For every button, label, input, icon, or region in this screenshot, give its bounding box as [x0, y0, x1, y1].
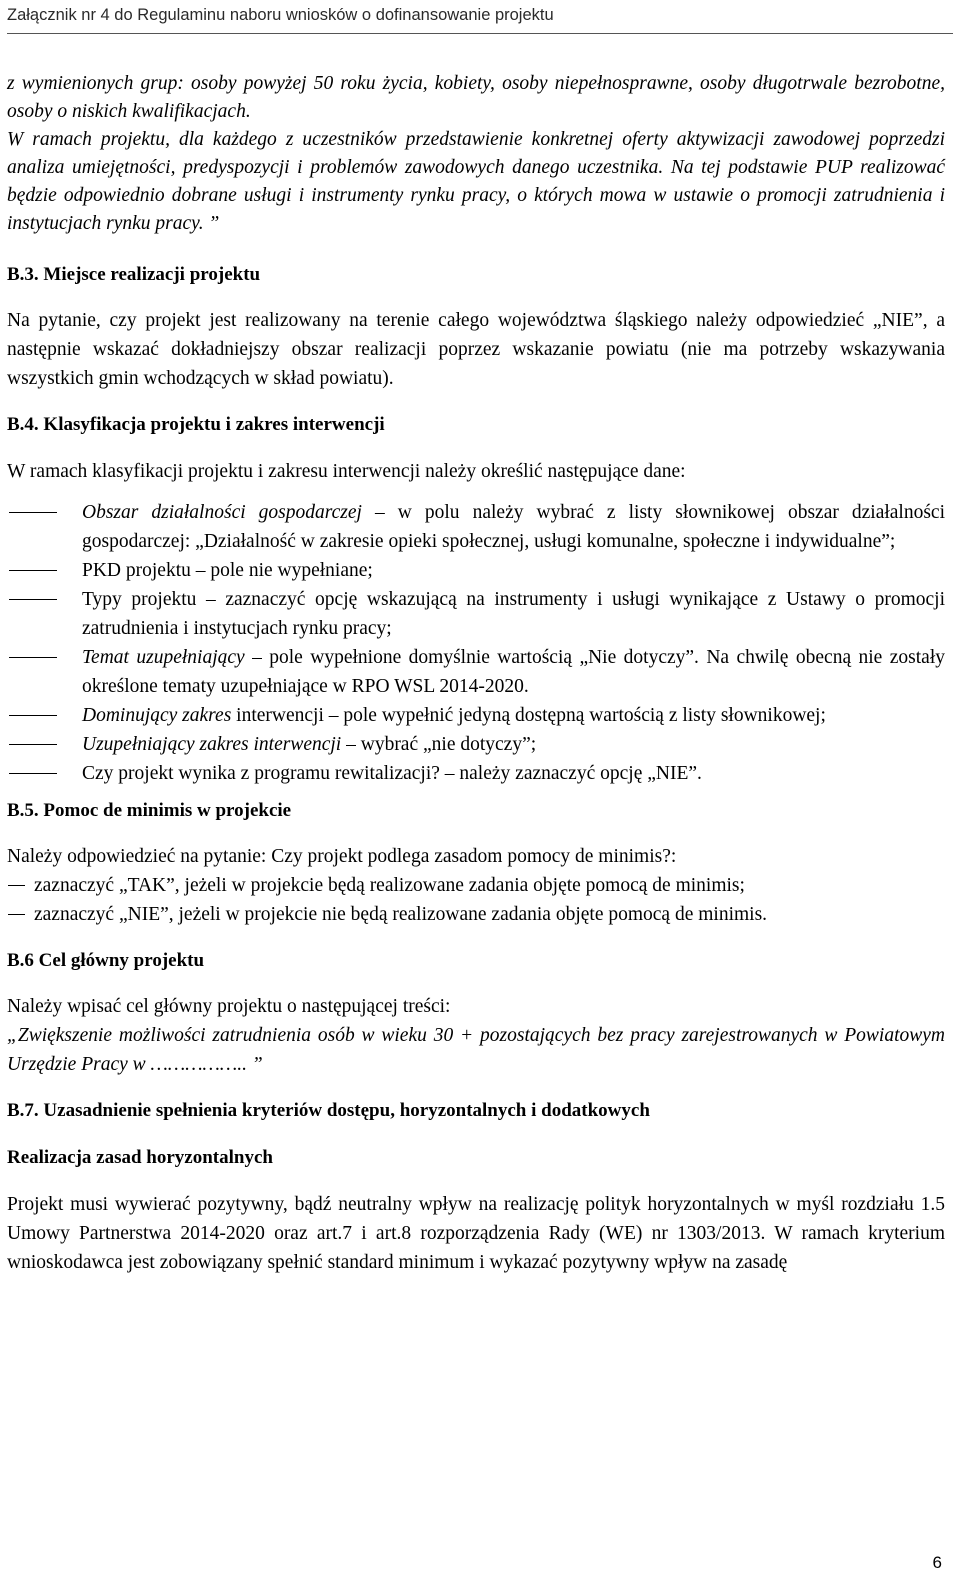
section-b7-heading: B.7. Uzasadnienie spełnienia kryteriów dostępu, horyzontalnych i dodatkowych — [7, 1100, 650, 1121]
list-item: zaznaczyć „NIE”, jeżeli w projekcie nie będą realizowane zadania objęte pomocą de minimis. — [7, 900, 945, 929]
section-b7-subheading: Realizacja zasad horyzontalnych — [7, 1147, 273, 1168]
list-item: Typy projektu – zaznaczyć opcję wskazującą na instrumenty i usługi wynikające z Ustawy o promocji zatrudnienia i instytucjach rynku pracy; — [7, 585, 945, 643]
document-body — [7, 70, 945, 1277]
section-b4-list — [7, 498, 945, 788]
list-item: Czy projekt wynika z programu rewitalizacji? – należy zaznaczyć opcję „NIE”. — [7, 759, 945, 788]
list-item: Dominujący zakres interwencji – pole wypełnić jedyną dostępną wartością z listy słownikowej; — [7, 701, 945, 730]
section-b6-heading: B.6 Cel główny projektu — [7, 950, 205, 971]
section-b6-intro: Należy wpisać cel główny projektu o następującej treści: — [7, 996, 451, 1017]
list-item: PKD projektu – pole nie wypełniane; — [7, 556, 945, 585]
list-item: Uzupełniający zakres interwencji – wybrać „nie dotyczy”; — [7, 730, 945, 759]
section-b3-heading: B.3. Miejsce realizacji projektu — [7, 264, 261, 285]
page-number: 6 — [932, 1553, 942, 1572]
section-b6-goal: „Zwiększenie możliwości zatrudnienia osób w wieku 30 + pozostających bez pracy zarejestrowanych w Powiatowym Urzędzie Pracy w …………….. ” — [7, 1025, 945, 1075]
list-item: zaznaczyć „TAK”, jeżeli w projekcie będą realizowane zadania objęte pomocą de minimis; — [7, 871, 945, 900]
section-b5-question: Należy odpowiedzieć na pytanie: Czy projekt podlega zasadom pomocy de minimis?: — [7, 846, 677, 867]
section-b4-heading: B.4. Klasyfikacja projektu i zakres interwencji — [7, 414, 385, 435]
list-item: Temat uzupełniający – pole wypełnione domyślnie wartością „Nie dotyczy”. Na chwilę obecną nie zostały określone tematy uzupełniające w RPO WSL 2014-2020. — [7, 643, 945, 701]
list-item: Obszar działalności gospodarczej – w polu należy wybrać z listy słownikowej obszar działalności gospodarczej: „Działalność w zakresie opieki społecznej, usługi komunalne, społeczne i indywidualne”; — [7, 498, 945, 556]
section-b3-text: Na pytanie, czy projekt jest realizowany na terenie całego województwa śląskiego należy odpowiedzieć „NIE”, a następnie wskazać dokładniejszy obszar realizacji poprzez wskazanie powiatu (nie ma potrzeby wskazywania wszystkich gmin wchodzących w skład powiatu). — [7, 310, 945, 389]
section-b5-heading: B.5. Pomoc de minimis w projekcie — [7, 800, 292, 821]
intro-paragraph-2: W ramach projektu, dla każdego z uczestników przedstawienie konkretnej oferty aktywizacji zawodowej poprzedzi analiza umiejętności, predyspozycji i problemów zawodowych danego uczestnika. Na tej podstawie PUP realizować będzie odpowiednio dobrane usługi i instrumenty rynku pracy, o których mowa w ustawie o promocji zatrudnienia i instytucjach rynku pracy. ” — [7, 129, 945, 234]
section-b5-list — [7, 871, 945, 929]
header-divider — [7, 33, 953, 34]
section-b7-text: Projekt musi wywierać pozytywny, bądź neutralny wpływ na realizację polityk horyzontalnych w myśl rozdziału 1.5 Umowy Partnerstwa 2014-2020 oraz art.7 i art.8 rozporządzenia Rady (WE) nr 1303/2013. W ramach kryterium wnioskodawca jest zobowiązany spełnić standard minimum i wykazać pozytywny wpływ na zasadę — [7, 1194, 945, 1273]
intro-paragraph-1: z wymienionych grup: osoby powyżej 50 roku życia, kobiety, osoby niepełnosprawne, osoby długotrwale bezrobotne, osoby o niskich kwalifikacjach. — [7, 73, 945, 122]
page-header: Załącznik nr 4 do Regulaminu naboru wniosków o dofinansowanie projektu — [7, 6, 554, 24]
section-b4-intro: W ramach klasyfikacji projektu i zakresu interwencji należy określić następujące dane: — [7, 461, 686, 482]
